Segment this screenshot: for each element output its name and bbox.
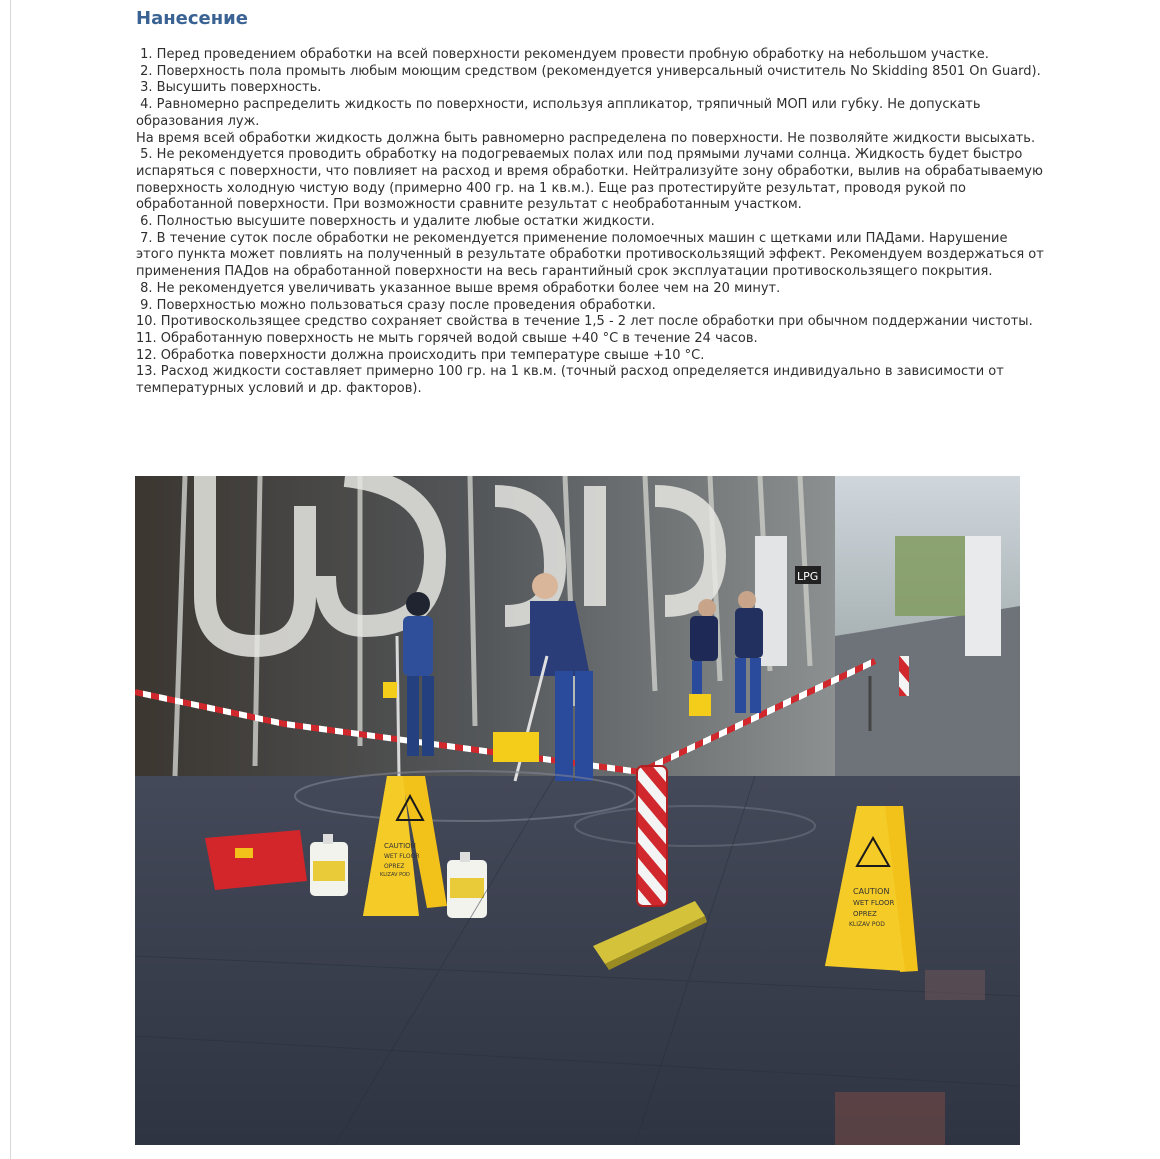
svg-text:CAUTION: CAUTION <box>384 842 416 850</box>
svg-text:KLIZAV POD: KLIZAV POD <box>849 921 885 928</box>
instruction-item: 12. Обработка поверхности должна происходить при температуре свыше +10 °С. <box>136 347 705 363</box>
floor-tile-reflection <box>835 1092 945 1145</box>
liquid-canister <box>310 834 348 896</box>
svg-text:WET FLOOR: WET FLOOR <box>384 853 420 860</box>
store-sign-text: LPG <box>797 570 819 583</box>
application-photo <box>135 476 1020 1145</box>
info-pylon <box>965 536 1001 656</box>
instruction-note: На время всей обработки жидкость должна быть равномерно распределена по поверхности. Не позволяйте жидкости высыхать. <box>136 130 1036 146</box>
svg-text:CAUTION: CAUTION <box>853 887 890 896</box>
svg-text:OPREZ: OPREZ <box>853 910 877 918</box>
mop-bucket <box>493 732 539 762</box>
section-title: Нанесение <box>136 8 248 29</box>
instruction-item: 5. Не рекомендуется проводить обработку на подогреваемых полах или под прямыми лучами солнца. Жидкость будет быстро испаряться с поверхности, что повлияет на расход и время обработки. Нейтрализуйте зону обработки, вылив на обрабатываемую поверхность холодную чистую воду (примерно 400 гр. на 1 кв.м.). Еще раз протестируйте результат, проводя рукой по обработанной поверхности. При возможности сравните результат с необработанным участком. <box>136 147 1043 213</box>
instruction-item: 10. Противоскользящее средство сохраняет свойства в течение 1,5 - 2 лет после обработки при обычном поддержании чистоты. <box>136 314 1033 330</box>
instruction-item: 1. Перед проведением обработки на всей поверхности рекомендуем провести пробную обработку на небольшом участке. <box>136 47 989 62</box>
tree <box>895 536 965 616</box>
svg-text:KLIZAV POD: KLIZAV POD <box>380 872 410 878</box>
content-column <box>136 6 1046 398</box>
instruction-item: 2. Поверхность пола промыть любым моющим средством (рекомендуется универсальный очиститель No Skidding 8501 On Guard). <box>136 63 1041 79</box>
instruction-item: 13. Расход жидкости составляет примерно 100 гр. на 1 кв.м. (точный расход определяется индивидуально в зависимости от температурных условий и др. факторов). <box>136 364 1004 397</box>
instructions-list <box>136 47 1046 398</box>
mop-bucket <box>689 694 711 716</box>
svg-text:OPREZ: OPREZ <box>384 863 405 870</box>
instruction-item: 4. Равномерно распределить жидкость по поверхности, используя аппликатор, тряпичный МОП или губку. Не допускать образования луж. <box>136 97 981 129</box>
instruction-item: 7. В течение суток после обработки не рекомендуется применение поломоечных машин с щетками или ПАДами. Нарушение этого пункта может повлиять на полученный в результате обработки противоскользящий эффект. Рекомендуем воздержаться от применения ПАДов на обработанной поверхности на весь гарантийный срок эксплуатации противоскользящего покрытия. <box>136 230 1044 280</box>
distant-barrier-post <box>899 656 909 696</box>
red-tray-label <box>235 848 253 858</box>
instruction-item: 3. Высушить поверхность. <box>136 80 322 96</box>
mop-bucket <box>383 682 397 698</box>
instruction-item: 11. Обработанную поверхность не мыть горячей водой свыше +40 °С в течение 24 часов. <box>136 330 758 346</box>
photo-illustration <box>135 476 1020 1145</box>
floor-tile-reflection <box>925 970 985 1000</box>
liquid-canister <box>447 852 487 918</box>
svg-text:WET FLOOR: WET FLOOR <box>853 899 895 907</box>
instruction-item: 9. Поверхностью можно пользоваться сразу после проведения обработки. <box>136 297 656 313</box>
instruction-item: 6. Полностью высушите поверхность и удалите любые остатки жидкости. <box>136 214 655 230</box>
red-tray <box>205 830 307 890</box>
instruction-item: 8. Не рекомендуется увеличивать указанное выше время обработки более чем на 20 минут. <box>136 280 781 296</box>
left-border <box>10 0 11 1159</box>
